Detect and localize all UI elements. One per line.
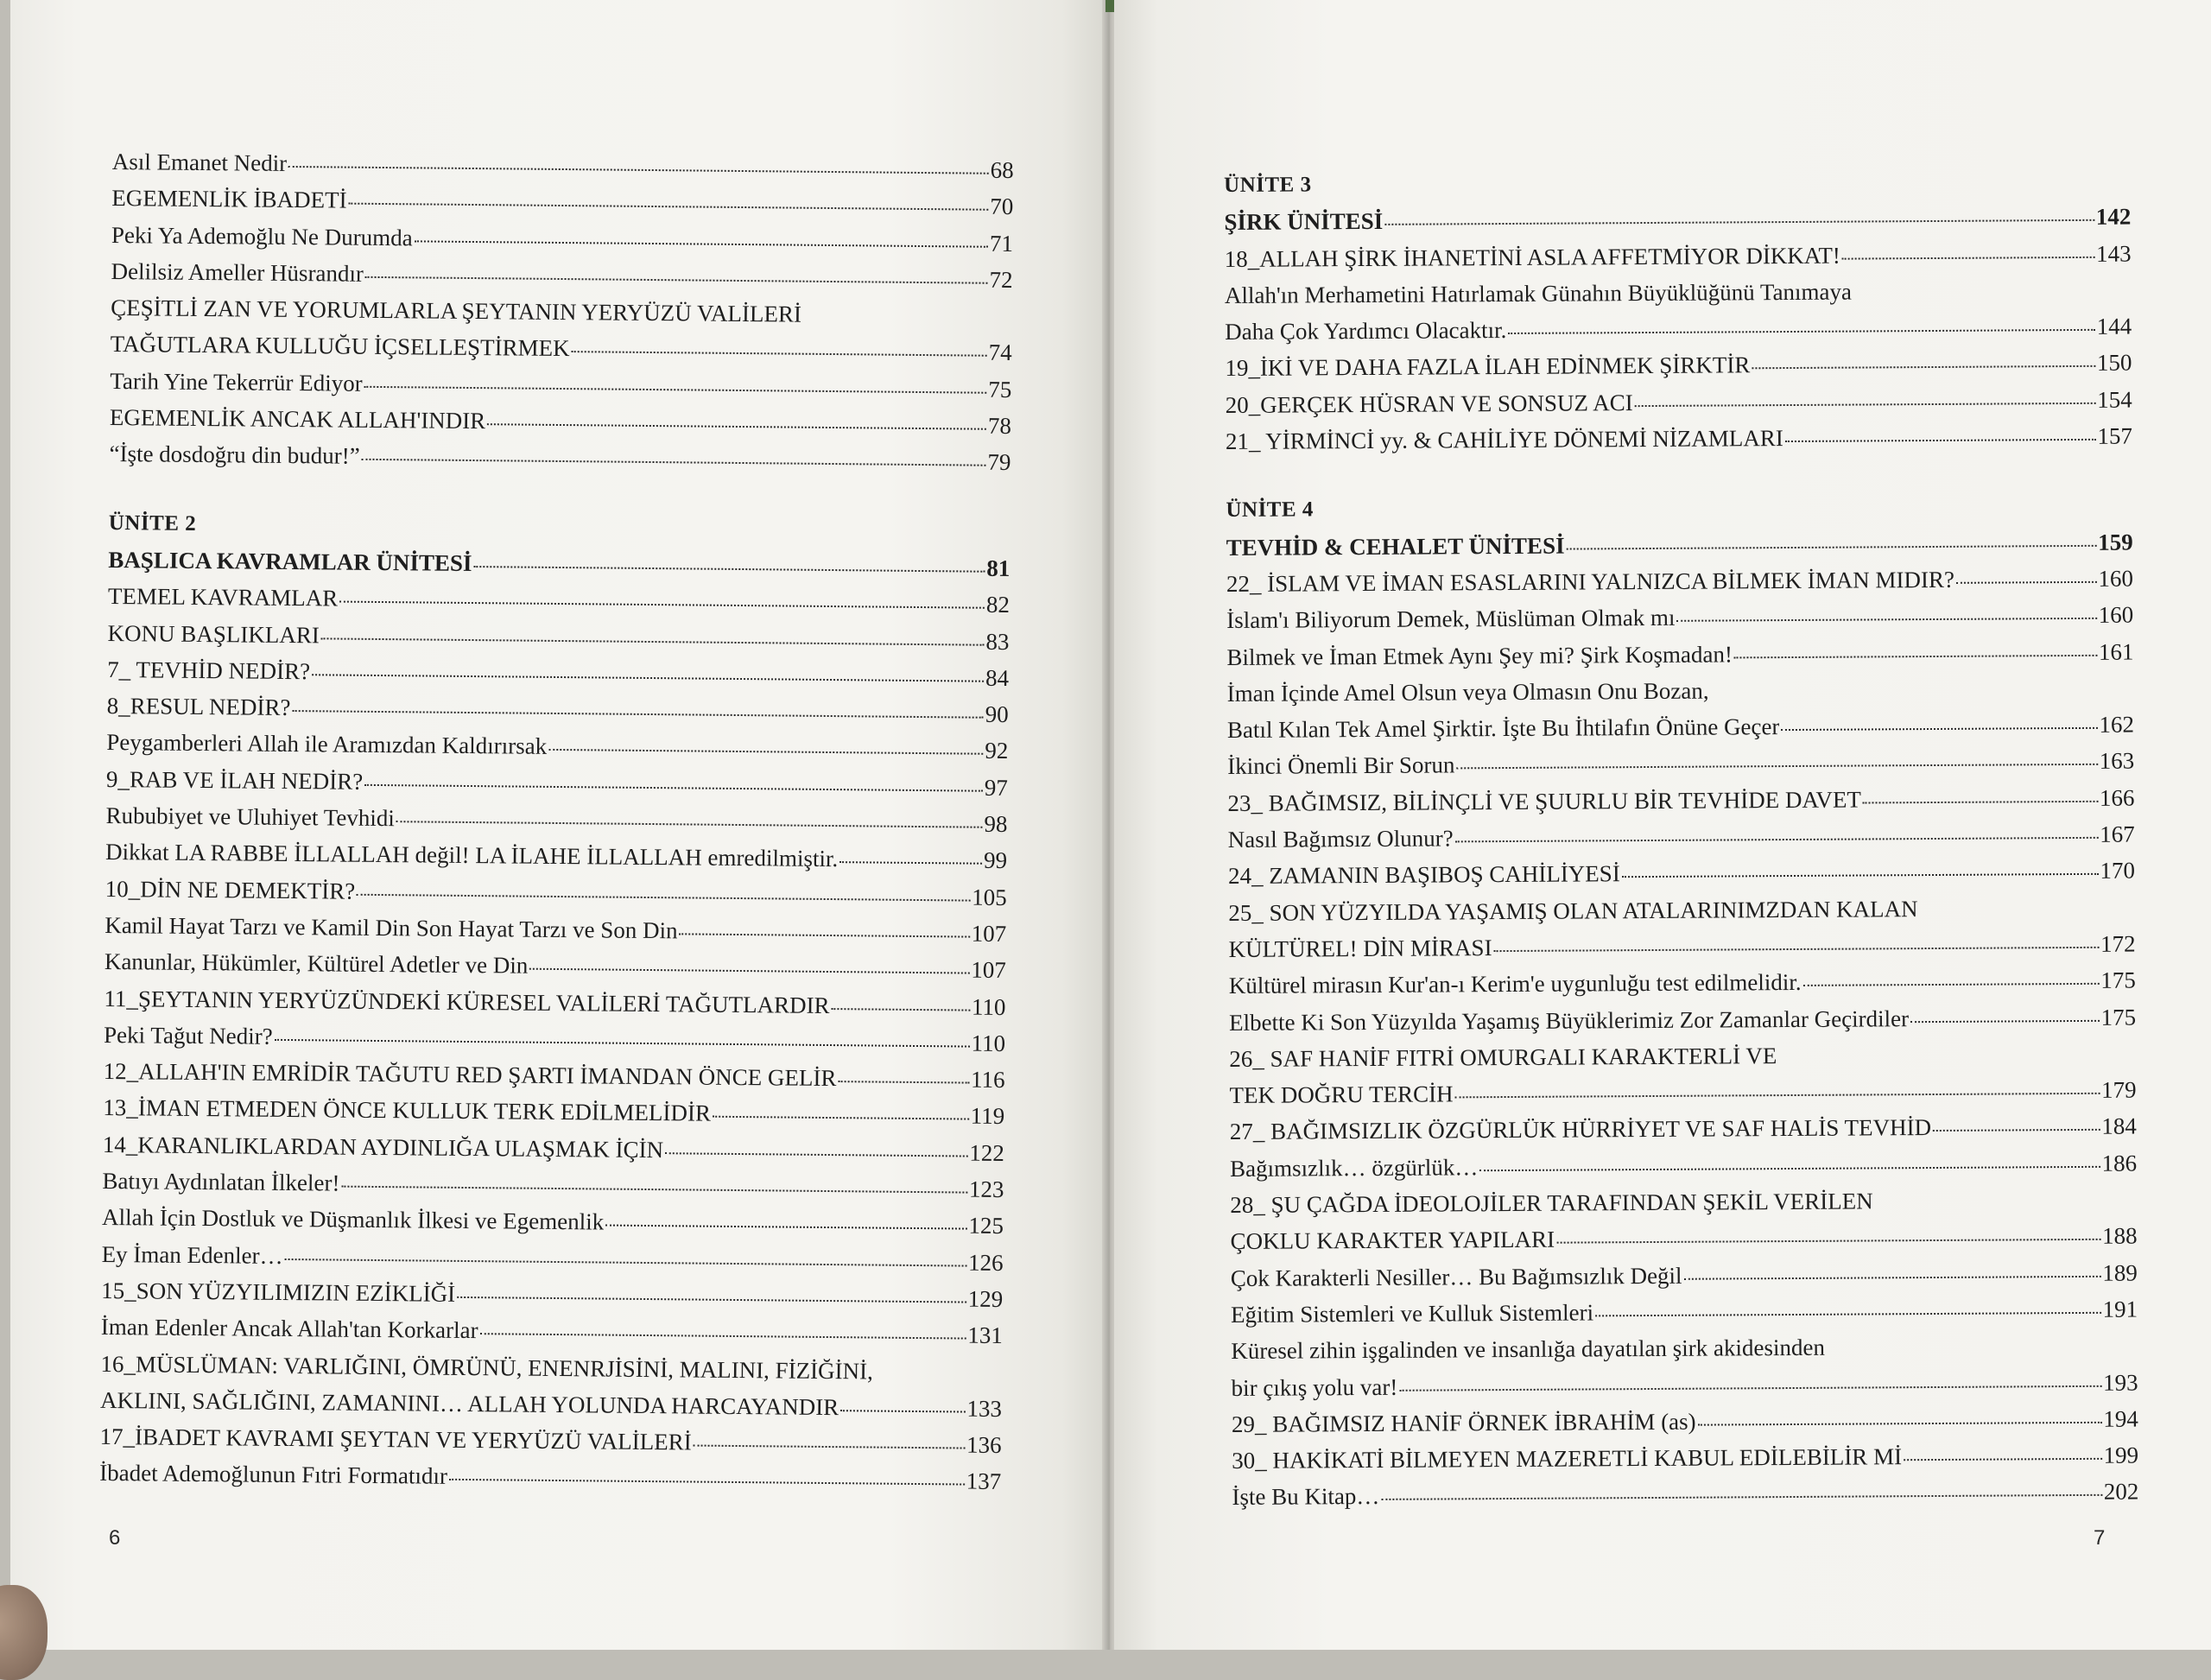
toc-entry-title: 9_RAB VE İLAH NEDİR?	[105, 765, 364, 795]
toc-entry-title: Çok Karakterli Nesiller… Bu Bağımsızlık Değil	[1230, 1262, 1682, 1291]
toc-entry-title: İman İçinde Amel Olsun veya Olmasın Onu Bozan,	[1226, 677, 1709, 707]
toc-entry-title: AKLINI, SAĞLIĞINI, ZAMANINI… ALLAH YOLUNDA HARCAYANDIR	[99, 1386, 839, 1420]
toc-entry-title: 24_ ZAMANIN BAŞIBOŞ CAHİLİYESİ	[1227, 860, 1620, 890]
dot-leader	[1384, 219, 2094, 225]
toc-entry-page: 161	[2098, 638, 2134, 665]
dot-leader	[713, 1115, 969, 1120]
toc-entry	[1230, 1218, 2137, 1260]
toc-entry-page: 193	[2103, 1369, 2138, 1396]
toc-entry	[1231, 1254, 2138, 1296]
toc-entry-title: KÜLTÜREL! DİN MİRASI	[1228, 935, 1492, 962]
dot-leader	[694, 1444, 965, 1449]
dot-leader	[312, 673, 984, 682]
toc-entry	[1228, 889, 2135, 931]
dot-leader	[832, 1007, 970, 1011]
unit-3-label: ÜNİTE 3	[1224, 173, 1312, 197]
toc-entry	[1227, 707, 2134, 749]
toc-entry-title: Nasıl Bağımsız Olunur?	[1227, 825, 1454, 853]
toc-entry-title: ÇOKLU KARAKTER YAPILARI	[1230, 1226, 1555, 1255]
dot-leader	[1781, 726, 2097, 731]
dot-leader	[1494, 946, 2100, 952]
dot-leader	[1508, 328, 2094, 334]
toc-entry-page: 98	[984, 810, 1008, 838]
dot-leader	[1595, 1311, 2101, 1317]
dot-leader	[362, 458, 986, 466]
toc-entry-page: 90	[985, 701, 1009, 728]
toc-entry-title: 17_İBADET KAVRAMI ŞEYTAN VE YERYÜZÜ VALİLERİ	[99, 1423, 692, 1455]
toc-entry-title: Batıyı Aydınlatan İlkeler!	[102, 1167, 340, 1196]
toc-entry	[1229, 962, 2136, 1005]
toc-entry-page: 179	[2100, 1076, 2137, 1103]
toc-entry-title: 11_ŞEYTANIN YERYÜZÜNDEKİ KÜRESEL VALİLERİ TAĞUTLARDIR	[104, 985, 830, 1018]
toc-entry-page: 136	[966, 1431, 1002, 1459]
toc-entry-page: 191	[2102, 1296, 2138, 1322]
toc-entry-title: EGEMENLİK İBADETİ	[111, 185, 347, 213]
toc-entry-page: 188	[2101, 1222, 2138, 1250]
unit-4-label: ÜNİTE 4	[1226, 498, 1314, 523]
toc-entry-page: 199	[2103, 1442, 2139, 1468]
toc-entry-title: 15_SON YÜZYILIMIZIN EZİKLİĞİ	[101, 1277, 456, 1307]
toc-entry-title: 28_ ŞU ÇAĞDA İDEOLOJİLER TARAFINDAN ŞEKİL VERİLEN	[1230, 1188, 1873, 1218]
dot-leader	[1455, 836, 2099, 843]
dot-leader	[349, 202, 989, 211]
toc-entry-page: 194	[2103, 1405, 2138, 1432]
toc-entry-title: 21_ YİRMİNCİ yy. & CAHİLİYE DÖNEMİ NİZAMLARI	[1225, 425, 1783, 455]
dot-leader	[487, 422, 986, 430]
toc-entry	[1225, 235, 2132, 277]
dot-leader	[1381, 1493, 2102, 1500]
dot-leader	[396, 820, 983, 828]
right-toc	[1224, 162, 2139, 1516]
toc-entry-page: 160	[2098, 565, 2134, 592]
dot-leader	[839, 860, 982, 865]
toc-entry-title: 12_ALLAH'IN EMRİDİR TAĞUTU RED ŞARTI İMANDAN ÖNCE GELİR	[103, 1058, 837, 1092]
dot-leader	[288, 165, 989, 174]
toc-entry-title: 25_ SON YÜZYILDA YAŞAMIŞ OLAN ATALARINIMZDAN KALAN	[1228, 895, 1918, 926]
dot-leader	[1635, 402, 2095, 407]
toc-entry-title: TAĞUTLARA KULLUĞU İÇSELLEŞTİRMEK	[110, 331, 570, 362]
toc-entry-title: Dikkat LA RABBE İLLALLAH değil! LA İLAHE İLLALLAH emredilmiştir.	[105, 839, 839, 872]
dot-leader	[1556, 1238, 2100, 1244]
toc-entry	[1225, 345, 2132, 387]
toc-entry-page: 75	[988, 376, 1012, 403]
toc-entry-page: 150	[2096, 350, 2132, 377]
dot-leader	[1698, 1421, 2102, 1426]
dot-leader	[275, 1038, 970, 1048]
right-page	[1114, 0, 2211, 1650]
toc-entry	[1232, 1364, 2138, 1406]
toc-entry	[1229, 998, 2136, 1041]
dot-leader	[1677, 617, 2097, 622]
toc-entry	[1232, 1437, 2138, 1480]
dot-leader	[1904, 1457, 2102, 1461]
toc-entry-page: 170	[2100, 857, 2136, 884]
toc-entry	[1226, 597, 2133, 639]
toc-entry-title: Bağımsızlık… özgürlük…	[1229, 1153, 1479, 1182]
dot-leader	[457, 1296, 966, 1303]
toc-entry-title: TEMEL KAVRAMLAR	[107, 583, 339, 612]
toc-entry-page: 142	[2095, 203, 2132, 231]
dot-leader	[605, 1224, 966, 1230]
toc-entry-title: 13_İMAN ETMEDEN ÖNCE KULLUK TERK EDİLMELİDİR	[103, 1094, 712, 1127]
toc-entry	[1231, 1328, 2138, 1370]
toc-entry-title: Peygamberleri Allah ile Aramızdan Kaldırırsak	[106, 729, 548, 760]
toc-entry-page: 116	[970, 1066, 1005, 1094]
dot-leader	[529, 967, 969, 974]
toc-entry-page: 133	[966, 1395, 1003, 1422]
dot-leader	[1785, 438, 2096, 442]
dot-leader	[1803, 982, 2100, 986]
toc-entry	[1227, 669, 2134, 712]
page-number-left: 6	[109, 1526, 121, 1550]
toc-entry-title: 26_ SAF HANİF FITRİ OMURGALI KARAKTERLİ VE	[1229, 1042, 1777, 1072]
toc-entry-title: 20_GERÇEK HÜSRAN VE SONSUZ ACI	[1225, 389, 1633, 418]
toc-entry-title: Peki Tağut Nedir?	[103, 1021, 273, 1049]
toc-entry-title: Rububiyet ve Uluhiyet Tevhidi	[105, 802, 395, 832]
toc-entry-title: Allah İçin Dostluk ve Düşmanlık İlkesi ve Egemenlik	[101, 1204, 605, 1235]
toc-entry-page: 122	[969, 1139, 1004, 1166]
toc-entry-title: İslam'ı Biliyorum Demek, Müslüman Olmak mı	[1226, 605, 1676, 634]
toc-entry-title: Asıl Emanet Nedir	[111, 148, 288, 176]
toc-entry-title: 29_ BAĞIMSIZ HANİF ÖRNEK İBRAHİM (as)	[1231, 1408, 1696, 1437]
toc-entry	[1228, 926, 2135, 968]
dot-leader	[1956, 580, 2097, 584]
toc-entry-title: 16_MÜSLÜMAN: VARLIĞINI, ÖMRÜNÜ, ENENRJİSİNİ, MALINI, FİZİĞİNİ,	[100, 1350, 874, 1385]
toc-entry-page: 189	[2102, 1259, 2138, 1286]
toc-entry-page: 79	[987, 449, 1011, 476]
dot-leader	[840, 1409, 965, 1412]
toc-entry-title: ÇEŞİTLİ ZAN VE YORUMLARLA ŞEYTANIN YERYÜZÜ VALİLERİ	[111, 295, 802, 327]
toc-entry-page: 72	[989, 266, 1013, 293]
toc-entry	[1230, 1182, 2137, 1224]
toc-entry-page: 175	[2100, 967, 2136, 994]
toc-entry-page: 92	[985, 738, 1009, 764]
toc-entry-page: 99	[983, 847, 1008, 874]
toc-entry	[1227, 743, 2134, 785]
toc-entry	[1225, 271, 2132, 314]
toc-entry-page: 126	[967, 1249, 1004, 1276]
toc-entry-page: 137	[966, 1468, 1002, 1495]
dot-leader	[1910, 1018, 2099, 1022]
dot-leader	[473, 565, 985, 573]
toc-entry	[1226, 418, 2132, 460]
toc-entry-title: Kültürel mirasın Kur'an-ı Kerim'e uygunluğu test edilmelidir.	[1228, 969, 1802, 999]
toc-entry-title: 14_KARANLIKLARDAN AYDINLIĞA ULAŞMAK İÇİN	[102, 1131, 664, 1163]
dot-leader	[1734, 653, 2097, 658]
toc-entry-page: 110	[971, 993, 1006, 1020]
toc-entry-page: 70	[990, 193, 1014, 220]
toc-entry-title: Ey İman Edenler…	[101, 1240, 283, 1269]
toc-entry-title: 19_İKİ VE DAHA FAZLA İLAH EDİNMEK ŞİRKTİR	[1225, 352, 1751, 382]
unit-2-label: ÜNİTE 2	[108, 510, 197, 536]
toc-entry-page: 82	[985, 592, 1010, 618]
toc-entry-page: 175	[2100, 1004, 2137, 1030]
toc-entry-title: ŞİRK ÜNİTESİ	[1224, 208, 1384, 236]
toc-entry-page: 129	[967, 1285, 1004, 1312]
toc-entry-title: BAŞLICA KAVRAMLAR ÜNİTESİ	[108, 546, 472, 576]
toc-entry-title: İman Edenler Ancak Allah'tan Korkarlar	[100, 1314, 478, 1344]
toc-entry-page: 97	[984, 774, 1009, 801]
toc-entry-page: 84	[985, 664, 1010, 691]
toc-entry-page: 144	[2096, 313, 2132, 340]
toc-entry	[1229, 1035, 2136, 1077]
toc-entry-title: İşte Bu Kitap…	[1232, 1483, 1380, 1511]
toc-entry-page: 186	[2101, 1150, 2138, 1176]
toc-entry-page: 107	[971, 956, 1007, 984]
toc-entry	[1229, 1072, 2136, 1114]
toc-entry-title: TEVHİD & CEHALET ÜNİTESİ	[1226, 532, 1565, 561]
dot-leader	[364, 783, 983, 792]
dot-leader	[339, 600, 985, 609]
toc-entry-title: 18_ALLAH ŞİRK İHANETİNİ ASLA AFFETMİYOR DİKKAT!	[1224, 242, 1840, 272]
dot-leader	[572, 351, 987, 358]
toc-entry-page: 184	[2101, 1113, 2137, 1140]
dot-leader	[364, 385, 987, 394]
toc-entry-page: 172	[2100, 930, 2136, 957]
dot-leader	[1455, 1092, 2100, 1099]
toc-entry-title: “İşte dosdoğru din budur!”	[109, 441, 360, 470]
toc-entry-page: 159	[2098, 529, 2133, 555]
dot-leader	[357, 892, 970, 901]
toc-entry-page: 143	[2096, 240, 2132, 267]
unit-spacer	[1226, 454, 2132, 492]
toc-entry-page: 81	[986, 555, 1010, 581]
toc-entry	[1228, 816, 2135, 859]
toc-entry-title: Allah'ın Merhametini Hatırlamak Günahın Büyüklüğünü Tanımaya	[1224, 278, 1853, 308]
dot-leader	[292, 709, 983, 719]
toc-entry-title: Elbette Ki Son Yüzyılda Yaşamış Büyüklerimiz Zor Zamanlar Geçirdiler	[1228, 1005, 1910, 1036]
left-page	[10, 0, 1106, 1650]
toc-entry	[1228, 853, 2135, 895]
toc-entry-page: 154	[2097, 386, 2132, 413]
toc-entry-title: 7_ TEVHİD NEDİR?	[107, 656, 311, 685]
toc-entry-title: Bilmek ve İman Etmek Aynı Şey mi? Şirk Koşmadan!	[1226, 640, 1733, 670]
toc-entry-title: Tarih Yine Tekerrür Ediyor	[110, 367, 363, 396]
dot-leader	[1863, 800, 2098, 804]
dot-leader	[680, 932, 970, 937]
toc-entry-title: Batıl Kılan Tek Amel Şirktir. İşte Bu İhtilafın Önüne Geçer	[1226, 713, 1780, 744]
toc-entry-page: 71	[989, 230, 1014, 257]
toc-entry-page: 110	[971, 1030, 1006, 1056]
toc-entry-title: Kanunlar, Hükümler, Kültürel Adetler ve Din	[104, 948, 529, 979]
dot-leader	[1479, 1165, 2100, 1171]
toc-entry-title: İkinci Önemli Bir Sorun	[1227, 751, 1455, 780]
toc-entry-title: 8_RESUL NEDİR?	[106, 693, 291, 721]
toc-entry-page: 131	[967, 1322, 1003, 1349]
dot-leader	[1622, 872, 2099, 878]
toc-entry-title: EGEMENLİK ANCAK ALLAH'INDIR	[109, 404, 486, 434]
dot-leader	[1567, 544, 2097, 550]
toc-entry-page: 166	[2099, 784, 2135, 811]
dot-leader	[1684, 1274, 2101, 1279]
toc-entry	[1227, 779, 2134, 821]
toc-entry-title: KONU BAŞLIKLARI	[107, 619, 320, 648]
dot-leader	[1752, 365, 2095, 369]
toc-entry-title: Eğitim Sistemleri ve Kulluk Sistemleri	[1231, 1299, 1594, 1328]
dot-leader	[479, 1332, 966, 1339]
toc-entry-title: 10_DİN NE DEMEKTİR?	[105, 875, 356, 904]
toc-entry-title: 22_ İSLAM VE İMAN ESASLARINI YALNIZCA BİLMEK İMAN MIDIR?	[1226, 566, 1955, 597]
toc-entry	[1225, 308, 2132, 351]
dot-leader	[1456, 763, 2097, 770]
toc-entry-page: 107	[971, 920, 1007, 947]
dot-leader	[415, 239, 988, 247]
toc-entry-page: 125	[968, 1212, 1004, 1239]
toc-entry-title: 30_ HAKİKATİ BİLMEYEN MAZERETLİ KABUL EDİLEBİLİR Mİ	[1232, 1443, 1903, 1474]
toc-entry-page: 202	[2103, 1478, 2139, 1506]
toc-entry-title: Küresel zihin işgalinden ve insanlığa dayatılan şirk akidesinden	[1231, 1334, 1826, 1365]
toc-entry-page: 162	[2099, 711, 2135, 738]
toc-entry-title: TEK DOĞRU TERCİH	[1229, 1081, 1454, 1109]
toc-entry-page: 163	[2099, 748, 2135, 775]
dot-leader	[665, 1151, 967, 1157]
toc-entry	[1230, 1108, 2137, 1151]
dot-leader	[838, 1080, 969, 1083]
toc-entry-title: Daha Çok Yardımcı Olacaktır.	[1225, 317, 1507, 346]
unit-3-heading	[1224, 199, 2131, 241]
toc-entry	[1230, 1144, 2137, 1187]
toc-entry-page: 78	[987, 412, 1012, 440]
toc-entry-page: 105	[972, 884, 1007, 910]
left-toc	[99, 143, 1014, 1500]
toc-entry	[1231, 1290, 2138, 1333]
toc-entry-page: 167	[2100, 821, 2135, 847]
dot-leader	[1933, 1128, 2100, 1132]
toc-entry-title: İbadet Ademoğlunun Fıtri Formatıdır	[99, 1460, 448, 1490]
toc-entry	[1226, 381, 2132, 423]
toc-entry-page: 123	[968, 1176, 1004, 1202]
toc-entry-title: bir çıkış yolu var!	[1231, 1373, 1398, 1401]
toc-entry	[1232, 1474, 2138, 1516]
toc-entry-page: 83	[985, 628, 1010, 655]
toc-entry-page: 74	[988, 339, 1012, 366]
unit-4-heading	[1226, 523, 2133, 566]
toc-entry	[1232, 1400, 2138, 1442]
toc-entry-title: 23_ BAĞIMSIZ, BİLİNÇLİ VE ŞUURLU BİR TEVHİDE DAVET	[1227, 786, 1862, 816]
dot-leader	[1842, 255, 2094, 259]
dot-leader	[548, 748, 983, 755]
dot-leader	[449, 1478, 965, 1486]
toc-entry	[1226, 633, 2133, 675]
toc-entry-title: 27_ BAĞIMSIZLIK ÖZGÜRLÜK HÜRRİYET VE SAF HALİS TEVHİD	[1229, 1114, 1932, 1145]
dot-leader	[365, 276, 988, 284]
toc-entry	[1226, 561, 2133, 603]
toc-entry-page: 119	[970, 1103, 1005, 1130]
dot-leader	[321, 637, 985, 645]
dot-leader	[341, 1185, 967, 1194]
toc-entry-title: Kamil Hayat Tarzı ve Kamil Din Son Hayat Tarzı ve Son Din	[105, 911, 678, 944]
toc-entry-title: Peki Ya Ademoğlu Ne Durumda	[111, 221, 413, 250]
toc-entry-page: 160	[2098, 601, 2134, 629]
dot-leader	[285, 1258, 967, 1267]
toc-entry	[99, 1455, 1001, 1499]
toc-entry-page: 68	[990, 156, 1014, 184]
page-number-right: 7	[2094, 1526, 2106, 1550]
toc-entry-page: 157	[2097, 422, 2133, 449]
dot-leader	[1399, 1384, 2101, 1391]
toc-entry-title: Delilsiz Ameller Hüsrandır	[111, 257, 364, 287]
